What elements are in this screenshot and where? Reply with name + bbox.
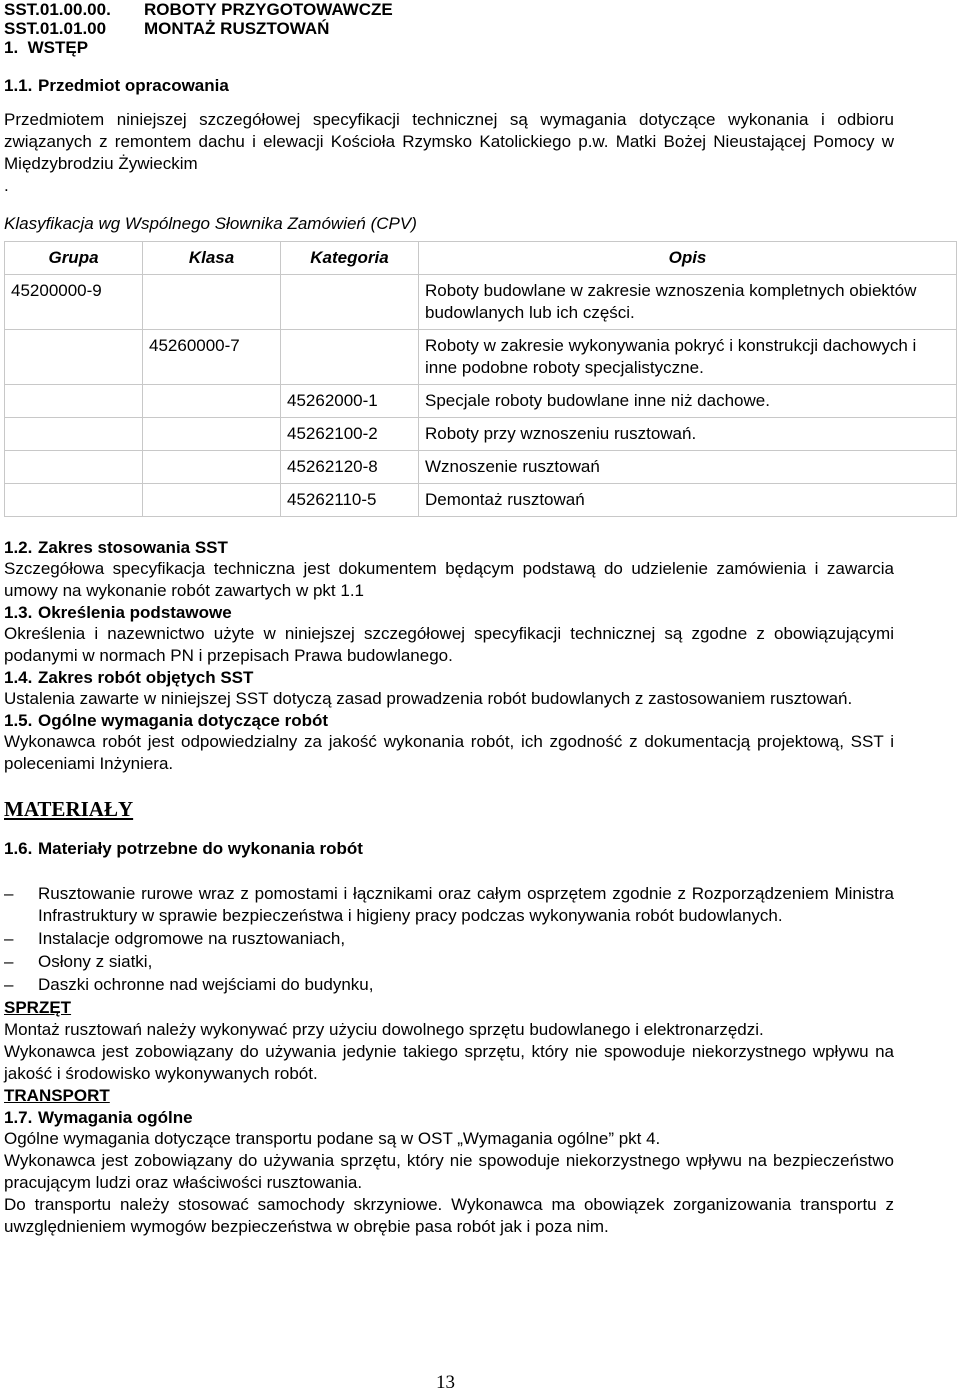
cpv-cell-opis: Roboty budowlane w zakresie wznoszenia kompletnych obiektów budowlanych lub ich części. [419, 275, 957, 330]
cpv-cell-grupa: 45200000-9 [5, 275, 143, 330]
cpv-header-opis: Opis [419, 242, 957, 275]
transport-heading: TRANSPORT [4, 1086, 110, 1105]
cpv-cell-kategoria: 45262100-2 [281, 418, 419, 451]
cpv-header-grupa: Grupa [5, 242, 143, 275]
cpv-cell-grupa [5, 385, 143, 418]
cpv-cell-opis: Demontaż rusztowań [419, 484, 957, 517]
sprzet-heading: SPRZĘT [4, 998, 72, 1017]
sprzet-text-1: Montaż rusztowań należy wykonywać przy użyciu dowolnego sprzętu budowlanego i elektronarzędzi. [4, 1020, 764, 1039]
table-row [5, 330, 957, 385]
cpv-cell-opis: Wznoszenie rusztowań [419, 451, 957, 484]
section-title: Określenia podstawowe [38, 603, 232, 622]
section-1-2-heading [4, 537, 894, 558]
section-1-2-text: Szczegółowa specyfikacja techniczna jest dokumentem będącym podstawą do udzielenie zamówienia i zawarcia umowy na wykonanie robót zawartych w pkt 1.1 [4, 559, 894, 600]
table-row [5, 418, 957, 451]
section-number: 1.4. [4, 668, 33, 687]
cpv-cell-grupa [5, 330, 143, 385]
cpv-cell-kategoria: 45262110-5 [281, 484, 419, 517]
sprzet-text-2: Wykonawca jest zobowiązany do używania jedynie takiego sprzętu, który nie spowoduje niekorzystnego wpływu na jakość i środowisko wykonywanych robót. [4, 1042, 894, 1083]
table-row [5, 451, 957, 484]
cpv-cell-klasa [143, 275, 281, 330]
cpv-caption: Klasyfikacja wg Wspólnego Słownika Zamówień (CPV) [4, 214, 417, 233]
cpv-cell-grupa [5, 451, 143, 484]
section-1-4-text: Ustalenia zawarte w niniejszej SST dotyczą zasad prowadzenia robót budowlanych z zastosowaniem rusztowań. [4, 689, 853, 708]
cpv-cell-klasa [143, 451, 281, 484]
header-title-2: MONTAŻ RUSZTOWAŃ [144, 19, 330, 38]
section-number: 1.2. [4, 538, 33, 557]
section-title: Przedmiot opracowania [38, 76, 229, 95]
transport-text-3: Do transportu należy stosować samochody skrzyniowe. Wykonawca ma obowiązek zorganizowania transportu z uwzględnieniem wymogów bezpieczeństwa w obrębie pasa robót jak i poza nim. [4, 1195, 894, 1236]
transport-text-2: Wykonawca jest zobowiązany do używania sprzętu, który nie spowoduje niekorzystnego wpływu na bezpieczeństwo pracującym ludzi oraz właściwości rusztowania. [4, 1151, 894, 1192]
cpv-cell-kategoria [281, 330, 419, 385]
table-row [5, 275, 957, 330]
cpv-cell-klasa [143, 418, 281, 451]
cpv-cell-opis: Roboty w zakresie wykonywania pokryć i konstrukcji dachowych i inne podobne roboty specjalistyczne. [419, 330, 957, 385]
doc-header [4, 0, 894, 57]
cpv-cell-klasa [143, 484, 281, 517]
section-title: Wymagania ogólne [38, 1108, 193, 1127]
header-wstep: 1. WSTĘP [4, 38, 89, 57]
list-item: – Daszki ochronne nad wejściami do budynku, [4, 974, 894, 996]
section-title: Ogólne wymagania dotyczące robót [38, 711, 329, 730]
document-page [4, 0, 917, 1238]
header-title-1: ROBOTY PRZYGOTOWAWCZE [144, 0, 393, 19]
section-1-6-heading [4, 838, 894, 859]
section-1-5-heading [4, 710, 894, 731]
section-1-1-text: Przedmiotem niniejszej szczegółowej specyfikacji technicznej są wymagania dotyczące wykonania i odbioru związanych z remontem dachu i elewacji Kościoła Rzymsko Katolickiego p.w. Matki Bożej Nieustającej Pomocy w Międzybrodziu Żywieckim [4, 110, 894, 173]
cpv-cell-klasa: 45260000-7 [143, 330, 281, 385]
cpv-cell-opis: Roboty przy wznoszeniu rusztowań. [419, 418, 957, 451]
cpv-cell-kategoria: 45262000-1 [281, 385, 419, 418]
table-row [5, 484, 957, 517]
cpv-cell-kategoria [281, 275, 419, 330]
section-number: 1.6. [4, 839, 33, 858]
section-number: 1.5. [4, 711, 33, 730]
table-row [5, 385, 957, 418]
section-title: Zakres robót objętych SST [38, 668, 254, 687]
materials-heading: MATERIAŁY [4, 797, 134, 821]
section-1-5-text: Wykonawca robót jest odpowiedzialny za jakość wykonania robót, ich zgodność z dokumentacją projektową, SST i poleceniami Inżyniera. [4, 732, 894, 773]
section-number: 1.1. [4, 76, 33, 95]
page-number: 13 [436, 1372, 455, 1393]
list-item: – Osłony z siatki, [4, 951, 894, 973]
section-1-3-text: Określenia i nazewnictwo użyte w niniejszej szczegółowej specyfikacji technicznej są zgodne z obowiązującymi podanymi w normach PN i przepisach Prawa budowlanego. [4, 624, 894, 665]
section-1-1-heading [4, 75, 894, 96]
header-code-1: SST.01.00.00. [4, 0, 111, 19]
cpv-cell-klasa [143, 385, 281, 418]
section-title: Materiały potrzebne do wykonania robót [38, 839, 363, 858]
list-item: – Instalacje odgromowe na rusztowaniach, [4, 928, 894, 950]
cpv-cell-grupa [5, 418, 143, 451]
cpv-table [4, 241, 957, 517]
transport-text-1: Ogólne wymagania dotyczące transportu podane są w OST „Wymagania ogólne” pkt 4. [4, 1129, 661, 1148]
cpv-cell-grupa [5, 484, 143, 517]
cpv-header-klasa: Klasa [143, 242, 281, 275]
section-title: Zakres stosowania SST [38, 538, 228, 557]
section-number: 1.7. [4, 1108, 33, 1127]
section-1-1-dot: . [4, 176, 9, 195]
section-number: 1.3. [4, 603, 33, 622]
header-code-2: SST.01.01.00 [4, 19, 107, 38]
list-item: – Rusztowanie rurowe wraz z pomostami i łącznikami oraz całym osprzętem zgodnie z Rozporządzeniem Ministra Infrastruktury w sprawie bezpieczeństwa i higieny pracy podczas wykonywania robót budowlanych. [4, 883, 894, 927]
cpv-cell-kategoria: 45262120-8 [281, 451, 419, 484]
cpv-header-row [5, 242, 957, 275]
materials-list [4, 883, 894, 996]
section-1-4-heading [4, 667, 894, 688]
cpv-header-kategoria: Kategoria [281, 242, 419, 275]
section-1-3-heading [4, 602, 894, 623]
section-1-7-heading [4, 1107, 894, 1128]
cpv-cell-opis: Specjale roboty budowlane inne niż dachowe. [419, 385, 957, 418]
